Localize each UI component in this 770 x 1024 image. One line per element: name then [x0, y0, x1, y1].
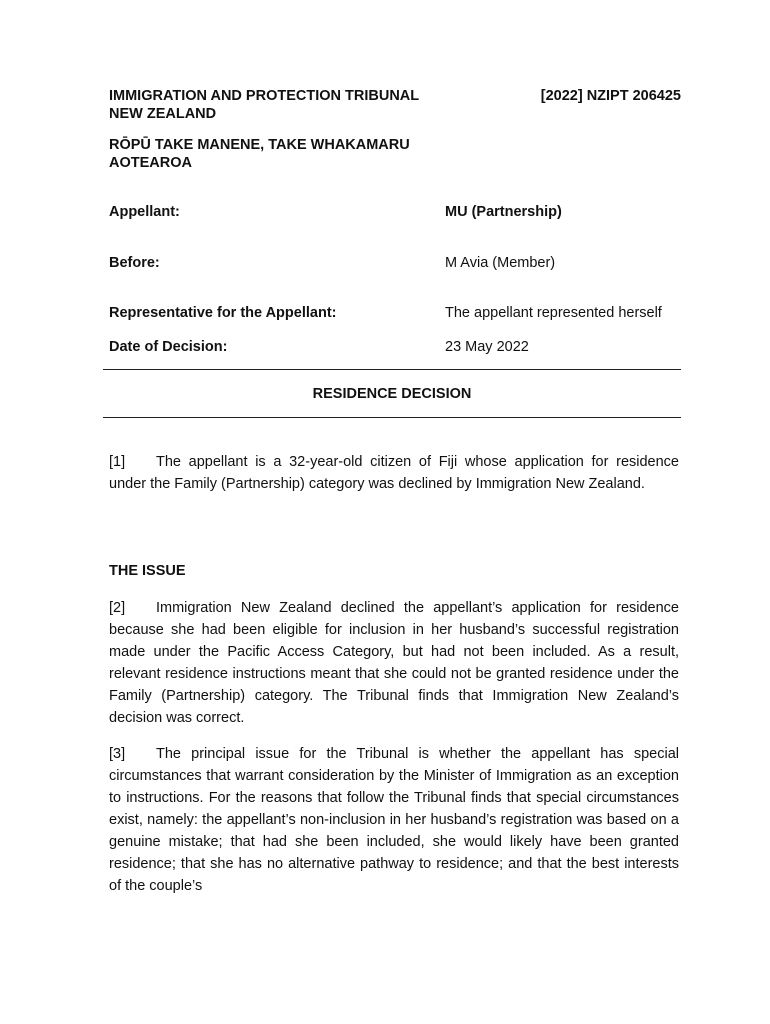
tribunal-maori-line2: AOTEAROA — [109, 155, 192, 171]
appellant-label: Appellant: — [109, 204, 180, 220]
paragraph-3-text: The principal issue for the Tribunal is whether the appellant has special circumstances that warrant consideration by the Minister of Immigration as an exception to instructions. For the reasons that follow the Tribunal finds that special circumstances exist, namely: the appellant’s non-inclusion in her husband’s registration was based on a genuine mistake; that had she been included, she would likely have been granted residence; that she has no alternative pathway to residence; and that the best interests of the couple’s — [109, 746, 679, 894]
section-heading-issue: THE ISSUE — [109, 563, 186, 579]
date-value: 23 May 2022 — [445, 339, 529, 355]
paragraph-1-text: The appellant is a 32-year-old citizen of Fiji whose application for residence under the Family (Partnership) category was declined by Immigration New Zealand. — [109, 454, 679, 492]
paragraph-1-number: [1] — [109, 454, 126, 470]
paragraph-2-number: [2] — [109, 600, 126, 616]
before-label: Before: — [109, 255, 160, 271]
paragraph-2 — [109, 597, 679, 729]
date-label: Date of Decision: — [109, 339, 228, 355]
tribunal-name-line1: IMMIGRATION AND PROTECTION TRIBUNAL — [109, 88, 420, 104]
tribunal-name — [109, 87, 469, 123]
appellant-value: MU (Partnership) — [445, 204, 562, 220]
top-divider — [103, 369, 681, 370]
paragraph-1 — [109, 451, 679, 495]
before-value: M Avia (Member) — [445, 255, 556, 271]
citation: [2022] NZIPT 206425 — [540, 88, 681, 104]
paragraph-2-text: Immigration New Zealand declined the appellant’s application for residence because she had been eligible for inclusion in her husband’s successful registration made under the Pacific Access Category, but had not been included. As a result, relevant residence instructions meant that she could not be granted residence under the Family (Partnership) category. The Tribunal finds that Immigration New Zealand’s decision was correct. — [109, 600, 679, 726]
tribunal-name-line2: NEW ZEALAND — [109, 106, 217, 122]
paragraph-3 — [109, 743, 679, 897]
tribunal-maori-line1: RŌPŪ TAKE MANENE, TAKE WHAKAMARU — [109, 137, 410, 153]
bottom-divider — [103, 417, 681, 418]
paragraph-3-number: [3] — [109, 746, 126, 762]
representative-value: The appellant represented herself — [445, 305, 662, 321]
decision-title: RESIDENCE DECISION — [312, 386, 472, 402]
tribunal-maori-name — [109, 136, 469, 172]
representative-label: Representative for the Appellant: — [109, 305, 337, 321]
